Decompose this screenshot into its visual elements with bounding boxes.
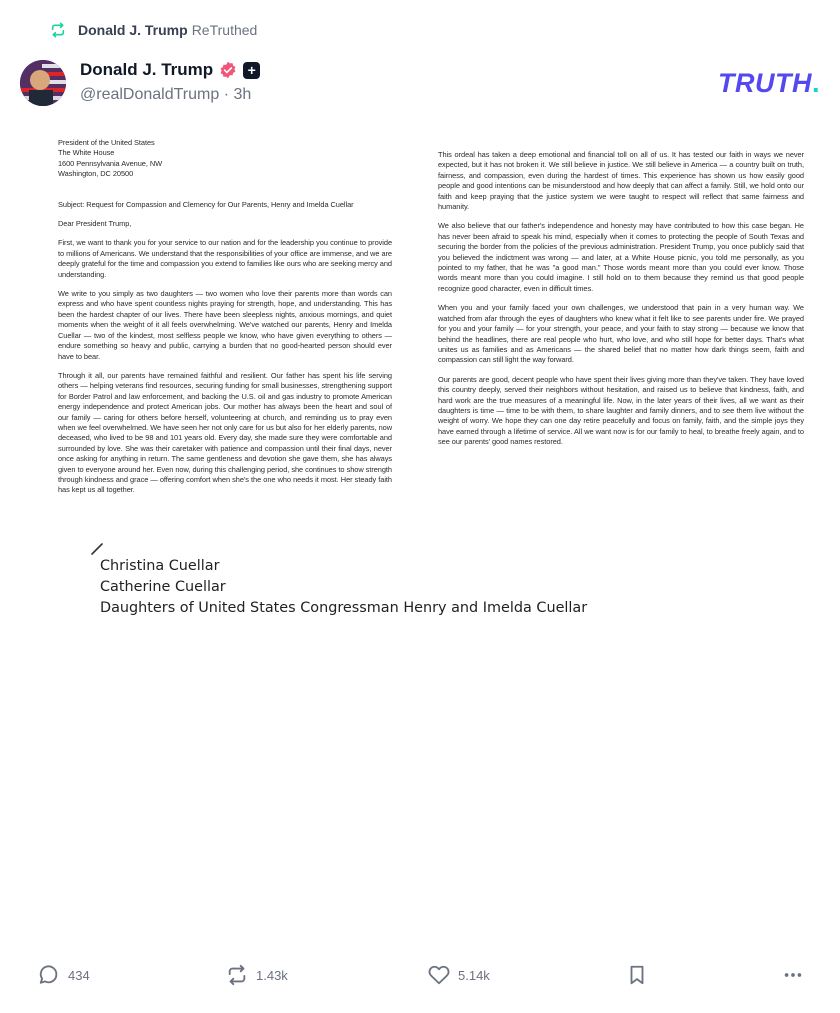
- retruth-icon: [226, 964, 248, 986]
- logo-dot: .: [811, 68, 820, 98]
- signature-title: Daughters of United States Congressman Henry and Imelda Cuellar: [100, 600, 588, 616]
- like-button[interactable]: [428, 964, 490, 986]
- letter-paragraph: We also believe that our father's independence and honesty may have contributed to how this case began. He has never been afraid to speak his mind, especially when it comes to protecting the people of South Texas and securing the border from the policies of the previous administration. President Trump, you once publicly said that you believed the indictment was wrong — and later, at a White House picnic, you told me personally, as you pointed to my father, that he was "a good man." Those words meant more than you could ever know. Those words meant more than you could imagine. I still hold on to them because they remind us that good people recognize good character, even in difficult times.: [438, 221, 804, 293]
- avatar-image: [20, 60, 66, 106]
- author-handle[interactable]: @realDonaldTrump: [80, 86, 220, 103]
- letter-paragraph: Our parents are good, decent people who have spent their lives giving more than they've taken. They have loved this country deeply, served their neighbors without hesitation, and raised us to believe that kindness, faith, and hard work are the true measures of a meaningful life. Now, in the later years of their lives, all we want as their daughters is time — time to be with them, to share laughter and family dinners, and to see them live without the weight of worry. We hope they can one day retire peacefully and focus on family, faith, and the simple joys they have earned through a lifetime of service. All we want now is for our family to heal, to breathe freely again, and to see our parents' good names restored.: [438, 374, 804, 447]
- bookmark-icon: [626, 964, 648, 986]
- letter-right-column: [438, 150, 804, 457]
- address-line: Washington, DC 20500: [58, 169, 134, 179]
- signature-mark: [90, 540, 110, 556]
- verified-badge-icon: [219, 61, 237, 79]
- letter-paragraph: This ordeal has taken a deep emotional and financial toll on all of us. It has tested our faith in ways we never expected, but it has not broken it. We still believe in justice. We still believe in America — a country built on truth, fairness, and compassion, even during the hardest of times. This experience has shown us how easily good people and good intentions can be misunderstood and how deeply that can affect a family. Still, we hold onto our faith and keep praying that the justice system we were taught to respect will reflect that same fairness and humanity.: [438, 150, 804, 212]
- follow-button[interactable]: [243, 62, 260, 79]
- post-attachment-letter[interactable]: [20, 128, 820, 920]
- letter-paragraph: First, we want to thank you for your service to our nation and for the leadership you continue to provide to millions of Americans. We understand that the responsibilities of your office are immense, and we are deeply grateful for the time and compassion you extend to families like ours who are seeking mercy and understanding.: [58, 238, 392, 279]
- letter-salutation: Dear President Trump,: [58, 219, 132, 229]
- post-author: [80, 58, 260, 104]
- bookmark-button[interactable]: [626, 964, 648, 986]
- avatar[interactable]: [20, 60, 66, 106]
- more-icon: [782, 964, 804, 986]
- signature-name: Catherine Cuellar: [100, 579, 226, 595]
- letter-left-column: [58, 138, 392, 505]
- logo-text: TRUTH: [718, 68, 812, 98]
- letter-subject: Subject: Request for Compassion and Clemency for Our Parents, Henry and Imelda Cuellar: [58, 199, 354, 209]
- letter-paragraph: We write to you simply as two daughters — two women who love their parents more than words can express and who have spent countless nights praying for strength, hope, and understanding. This has been the hardest chapter of our lives. There have been sleepless nights, anxious mornings, and quiet moments when the weight of it all feels overwhelming. We've watched our parents, Henry and Imelda Cuellar — two of the kindest, most selfless people we know, who have given everything to others — endure something so heavy and public, carrying a burden that no good-hearted person should ever have to bear.: [58, 289, 392, 361]
- address-line: The White House: [58, 148, 115, 158]
- retruth-icon: [50, 22, 66, 38]
- like-count: 5.14k: [458, 967, 490, 983]
- reply-icon: [38, 964, 60, 986]
- letter-paragraph: When you and your family faced your own challenges, we understood that pain in a very human way. We watched from afar through the eyes of daughters who knew what it felt like to see parents under fire. We prayed for you and your family — for your strength, your peace, and your faith to stay strong — because we know that behind the headlines, there are real people who hurt, who love, and who still hope for better days. That's what unites us as families and as Americans — the shared belief that no matter how dark things seem, faith and compassion can still light the way forward.: [438, 303, 804, 365]
- reply-count: 434: [68, 967, 90, 983]
- address-line: 1600 Pennsylvania Avenue, NW: [58, 158, 163, 168]
- retruth-count: 1.43k: [256, 967, 288, 983]
- more-options-button[interactable]: [782, 964, 804, 986]
- letter-address: [58, 138, 392, 180]
- letter-paragraph: Through it all, our parents have remained faithful and resilient. Our father has spent his life serving others — helping veterans find resources, securing funding for small businesses, strengthening support for Border Patrol and law enforcement, and backing the U.S. oil and gas industry to promote American energy independence and protect American jobs. Our mother has always been the heart and soul of our family — caring for others before herself, volunteering at church, and reminding us to pray even when we feel overwhelmed. We have seen her not only care for us but also for her elderly parents, now deceased, who lived to be 98 and 101 years old. Every day, she made sure they were comfortable and surrounded by love. She was their caretaker with patience and compassion until their final days, never once asking for anything in return. The same gentleness and devotion she gave them, she has always given to everyone around her. Even now, during this challenging period, she continues to show strength through kindness and grace — offering comfort when she's the one who needs it most. Her steady faith has kept us all together.: [58, 370, 392, 495]
- author-name[interactable]: Donald J. Trump: [80, 60, 214, 79]
- signature-name: Christina Cuellar: [100, 558, 220, 574]
- address-line: President of the United States: [58, 138, 155, 147]
- heart-icon: [428, 964, 450, 986]
- plus-icon: +: [247, 61, 256, 78]
- truth-logo[interactable]: [718, 68, 820, 99]
- post-action-bar: [0, 958, 840, 994]
- retruth-header: [50, 19, 257, 41]
- letter-signatures: [100, 556, 587, 619]
- retruth-button[interactable]: [226, 964, 288, 986]
- retruth-label: ReTruthed: [191, 22, 258, 38]
- post-time: · 3h: [223, 86, 252, 103]
- reply-button[interactable]: [38, 964, 90, 986]
- retruth-author-name[interactable]: Donald J. Trump: [78, 22, 188, 38]
